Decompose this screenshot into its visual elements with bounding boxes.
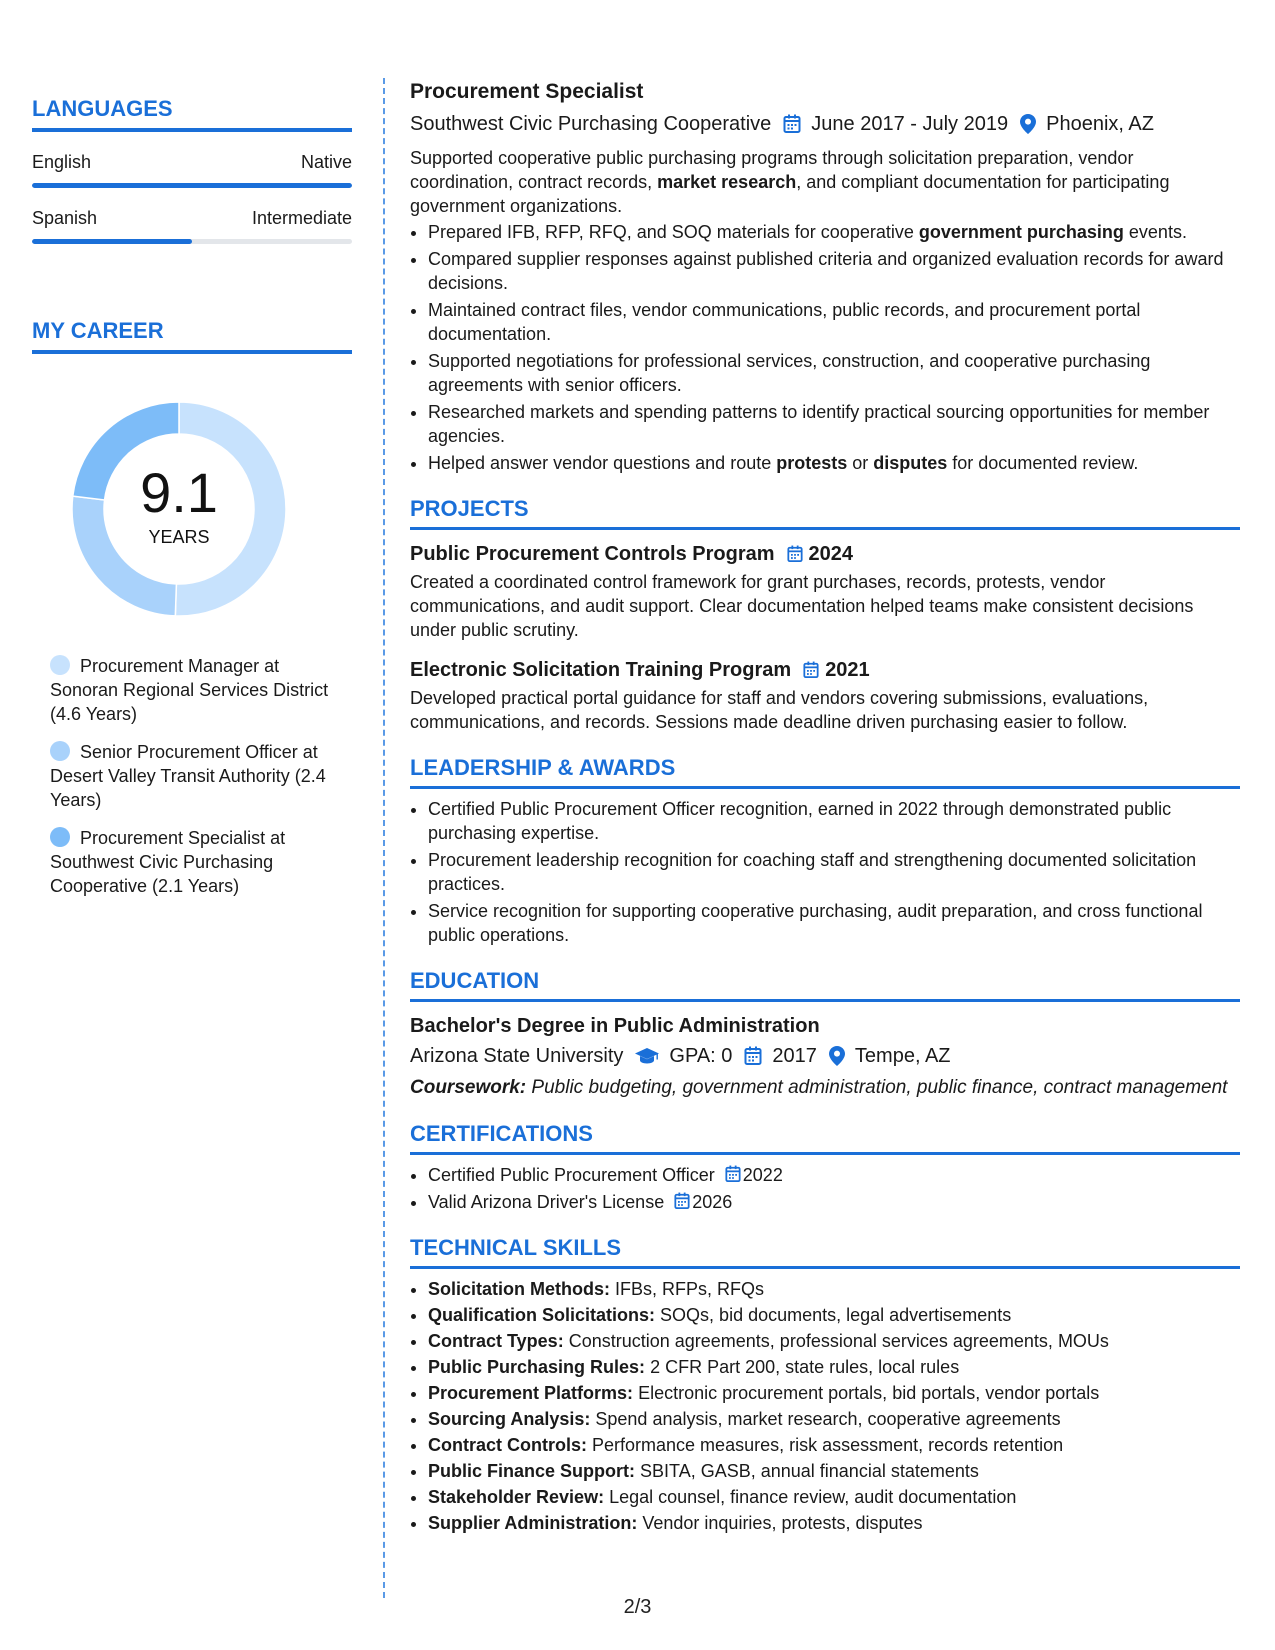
skill-label: Qualification Solicitations: [428, 1305, 656, 1325]
right-column [410, 78, 1240, 1537]
projects-list [410, 540, 1240, 734]
skill-value: Spend analysis, market research, cooperative agreements [595, 1409, 1061, 1429]
coursework-label: Coursework: [410, 1077, 527, 1098]
skill-label: Public Finance Support: [428, 1461, 636, 1481]
skill-value: Vendor inquiries, protests, disputes [642, 1513, 923, 1533]
education-location: Tempe, AZ [854, 1045, 951, 1067]
career-legend-item [50, 654, 340, 726]
language-level: Intermediate [251, 208, 352, 228]
skill-label: Stakeholder Review: [428, 1487, 605, 1507]
text-run: or [847, 453, 874, 473]
project-title-row [410, 540, 1240, 568]
project-description: Developed practical portal guidance for staff and vendors covering submissions, evaluations, communications, and records. Sessions made deadline driven purchasing easier to follow. [410, 688, 1149, 732]
leadership-list [410, 797, 1240, 947]
education-coursework [410, 1076, 1240, 1100]
certification-year: 2026 [692, 1192, 733, 1212]
project-title: Electronic Solicitation Training Program [410, 659, 792, 681]
language-list [32, 152, 352, 244]
job-company: Southwest Civic Purchasing Cooperative [410, 113, 772, 135]
skill-value: SBITA, GASB, annual financial statements [640, 1461, 979, 1481]
job-summary [410, 146, 1240, 218]
career-total-years: 9.1 [140, 460, 218, 524]
languages-heading: LANGUAGES [32, 96, 352, 132]
skill-label: Solicitation Methods: [428, 1279, 610, 1299]
certifications-list [410, 1163, 1240, 1214]
job-bullet [428, 349, 1240, 397]
project-description: Created a coordinated control framework for grant purchases, records, protests, vendor communications, and audit support. Clear documentation helped teams make consistent decisions under public scrutiny. [410, 572, 1194, 640]
text-run: for documented review. [947, 453, 1139, 473]
language-name: English [32, 152, 92, 172]
job-bullet [428, 220, 1240, 244]
education-gpa: GPA: 0 [669, 1045, 733, 1067]
text-run: events. [1123, 222, 1187, 242]
career-legend [32, 654, 340, 898]
job-dates: June 2017 - July 2019 [811, 113, 1009, 135]
legend-dot [50, 827, 70, 847]
language-proficiency-fill [32, 183, 352, 188]
leadership-item: • Service recognition for supporting cooperative purchasing, audit preparation, and cross functional public operations. [428, 899, 1240, 947]
skill-value: Performance measures, risk assessment, records retention [592, 1435, 1064, 1455]
location-pin-icon [829, 1046, 845, 1066]
language-proficiency-bar [32, 183, 352, 188]
project-year: 2021 [825, 659, 870, 681]
skill-item [428, 1355, 1240, 1379]
calendar-icon [744, 1046, 762, 1066]
skill-label: Supplier Administration: [428, 1513, 638, 1533]
job-meta [410, 110, 1240, 138]
skill-value: Legal counsel, finance review, audit documentation [609, 1487, 1017, 1507]
coursework-text: Public budgeting, government administration, public finance, contract management [531, 1077, 1228, 1098]
bold-text: market research [657, 172, 797, 192]
leadership-item: • Certified Public Procurement Officer recognition, earned in 2022 through demonstrated public purchasing expertise. [428, 797, 1240, 845]
skill-item [428, 1459, 1240, 1483]
bold-text: government purchasing [918, 222, 1124, 242]
skill-item [428, 1303, 1240, 1327]
text-run: Supported cooperative public purchasing programs through solicitation preparation, vendor coordination, contract records, [410, 148, 1134, 192]
skill-value: 2 CFR Part 200, state rules, local rules [650, 1357, 960, 1377]
career-legend-item [50, 740, 340, 812]
left-column [32, 96, 352, 912]
skill-value: IFBs, RFPs, RFQs [615, 1279, 765, 1299]
certification-name: Certified Public Procurement Officer [428, 1165, 715, 1185]
skills-heading: TECHNICAL SKILLS [410, 1236, 1240, 1269]
skill-item [428, 1277, 1240, 1301]
job-bullet [428, 400, 1240, 448]
calendar-icon [787, 545, 803, 563]
column-divider [383, 78, 385, 1598]
skill-value: SOQs, bid documents, legal advertisements [660, 1305, 1012, 1325]
skill-label: Contract Types: [428, 1331, 564, 1351]
skill-label: Contract Controls: [428, 1435, 587, 1455]
calendar-icon [674, 1192, 690, 1210]
legend-label: Senior Procurement Officer at Desert Valley Transit Authority (2.4 Years) [50, 742, 326, 810]
certification-item [428, 1163, 1240, 1187]
job-location: Phoenix, AZ [1046, 113, 1154, 135]
education-year: 2017 [772, 1045, 817, 1067]
text-run: Supported negotiations for professional services, construction, and cooperative purchasing agreements with senior officers. [428, 351, 1151, 395]
certification-item [428, 1190, 1240, 1214]
projects-heading: PROJECTS [410, 497, 1240, 530]
career-total-unit: YEARS [148, 526, 210, 547]
career-donut-chart [64, 394, 294, 624]
skill-item [428, 1433, 1240, 1457]
certification-name: Valid Arizona Driver's License [428, 1192, 665, 1212]
skill-item [428, 1485, 1240, 1509]
language-name: Spanish [32, 208, 98, 228]
skill-item [428, 1329, 1240, 1353]
job-title: Procurement Specialist [410, 80, 644, 103]
location-pin-icon [1020, 114, 1036, 134]
language-row [32, 208, 352, 229]
certifications-heading: CERTIFICATIONS [410, 1122, 1240, 1155]
leadership-heading: LEADERSHIP & AWARDS [410, 756, 1240, 789]
legend-label: Procurement Manager at Sonoran Regional Services District (4.6 Years) [50, 656, 329, 724]
skill-label: Sourcing Analysis: [428, 1409, 591, 1429]
language-row [32, 152, 352, 173]
skill-item [428, 1511, 1240, 1535]
calendar-icon [803, 661, 819, 679]
skill-item [428, 1407, 1240, 1431]
leadership-item: • Procurement leadership recognition for coaching staff and strengthening documented solicitation practices. [428, 848, 1240, 896]
certification-year: 2022 [742, 1165, 783, 1185]
legend-dot [50, 655, 70, 675]
text-run: Prepared IFB, RFP, RFQ, and SOQ materials for cooperative [428, 222, 919, 242]
legend-dot [50, 741, 70, 761]
skill-value: Electronic procurement portals, bid portals, vendor portals [638, 1383, 1100, 1403]
skill-label: Procurement Platforms: [428, 1383, 634, 1403]
language-proficiency-fill [32, 239, 192, 244]
text-run: Compared supplier responses against published criteria and organized evaluation records for award decisions. [428, 249, 1224, 293]
career-legend-item [50, 826, 340, 898]
text-run: , and compliant documentation for participating government organizations. [410, 172, 1170, 216]
legend-label: Procurement Specialist at Southwest Civic Purchasing Cooperative (2.1 Years) [50, 828, 286, 896]
text-run: Researched markets and spending patterns to identify practical sourcing opportunities for member agencies. [428, 402, 1210, 446]
bold-text: protests [776, 453, 848, 473]
text-run: Maintained contract files, vendor communications, public records, and procurement portal documentation. [428, 300, 1141, 344]
education-degree: Bachelor's Degree in Public Administration [410, 1015, 820, 1037]
project-title: Public Procurement Controls Program [410, 543, 775, 565]
skill-value: Construction agreements, professional services agreements, MOUs [568, 1331, 1109, 1351]
graduation-cap-icon [635, 1047, 659, 1065]
education-school: Arizona State University [410, 1045, 624, 1067]
education-meta [410, 1042, 1240, 1070]
project-title-row [410, 656, 1240, 684]
calendar-icon [783, 114, 801, 134]
skills-list [410, 1277, 1240, 1535]
education-heading: EDUCATION [410, 969, 1240, 1002]
job-bullet [428, 298, 1240, 346]
job-bullet [428, 451, 1240, 475]
calendar-icon [725, 1165, 741, 1183]
skill-label: Public Purchasing Rules: [428, 1357, 646, 1377]
job-bullet [428, 247, 1240, 295]
page-number: 2/3 [623, 1596, 652, 1618]
project-year: 2024 [808, 543, 854, 565]
career-heading: MY CAREER [32, 318, 352, 354]
language-proficiency-bar [32, 239, 352, 244]
text-run: Helped answer vendor questions and route [428, 453, 777, 473]
job-bullets [410, 220, 1240, 475]
bold-text: disputes [873, 453, 948, 473]
skill-item [428, 1381, 1240, 1405]
language-level: Native [300, 152, 352, 172]
